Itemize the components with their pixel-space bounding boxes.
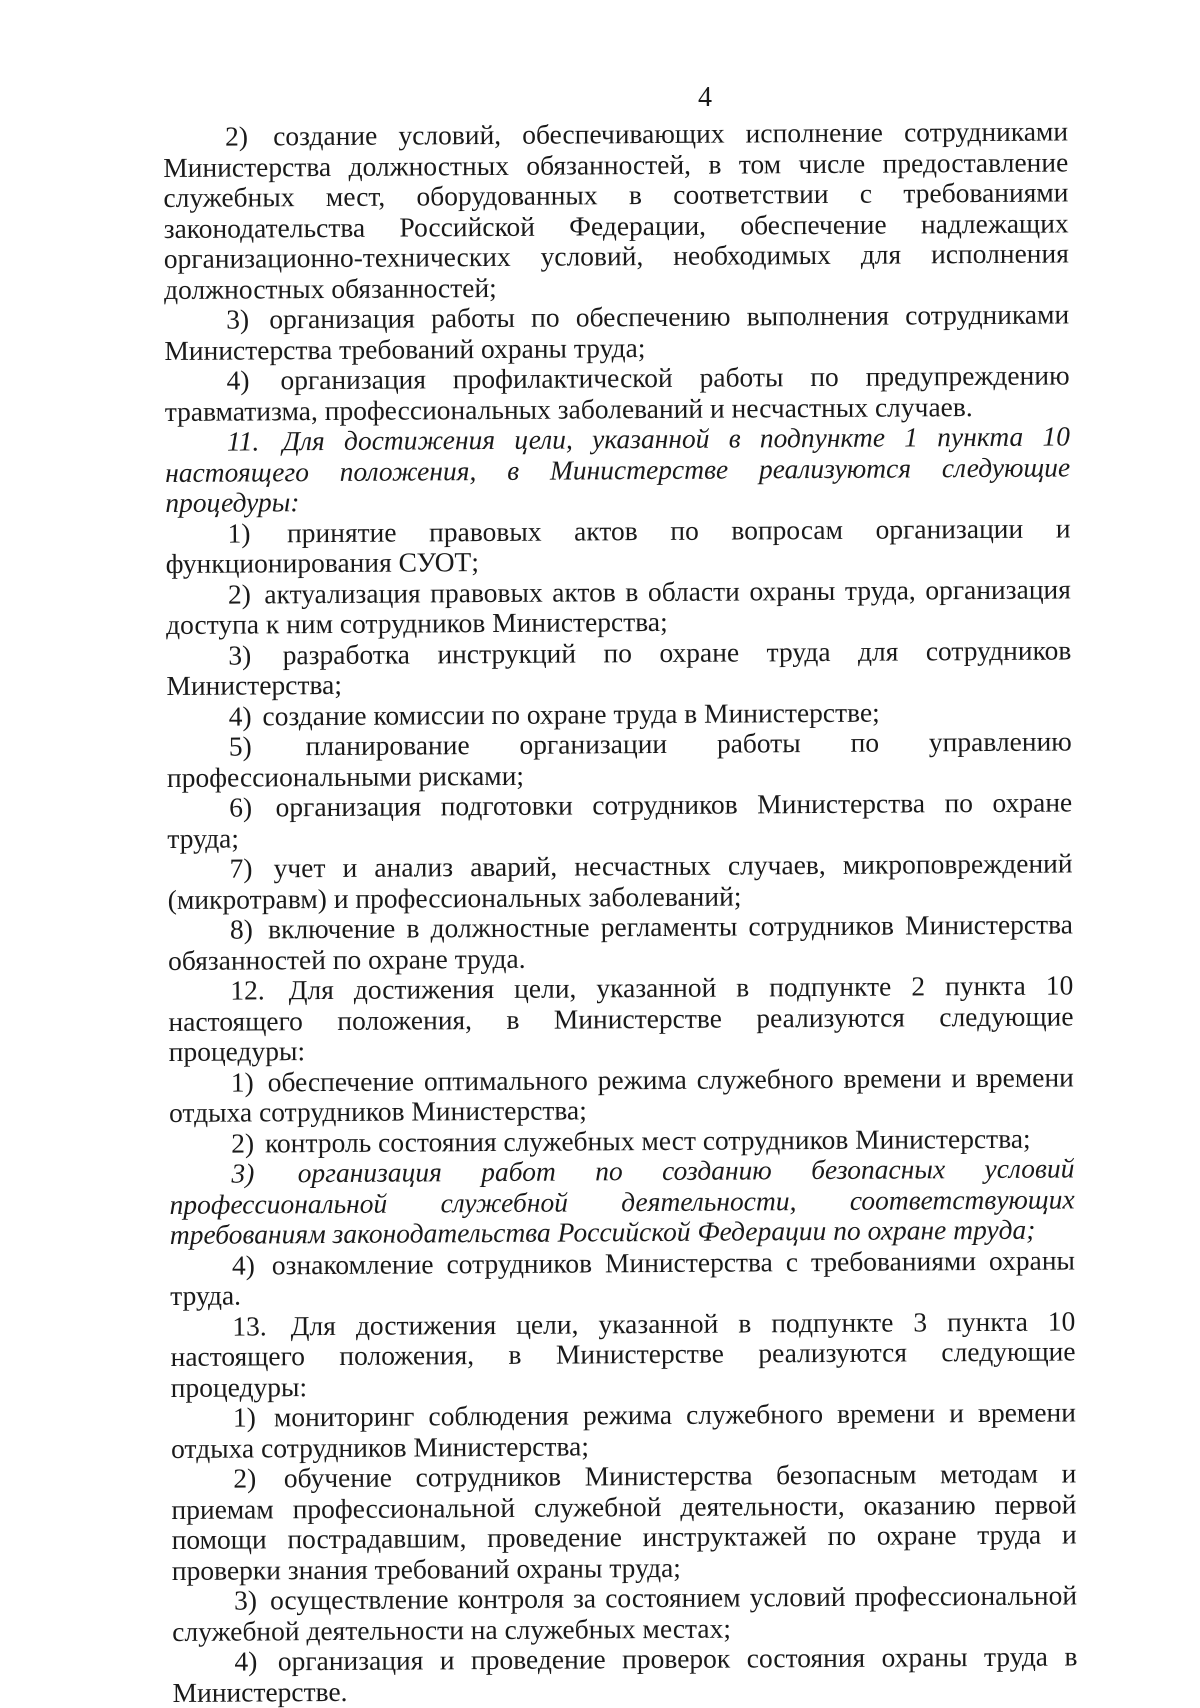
paragraph: [172, 1580, 1077, 1647]
clause-paragraph: [170, 1306, 1076, 1403]
item-number: 1): [230, 1065, 254, 1098]
paragraph-text: контроль состояния служебных мест сотрудников Министерства;: [264, 1122, 1031, 1158]
paragraph-text: Для достижения цели, указанной в подпункте 1 пункта 10 настоящего положения, в Министерстве реализуются следующие процедуры:: [165, 420, 1071, 518]
paragraph-text: обеспечение оптимального режима служебного времени и времени отдыха сотрудников Министерства;: [168, 1060, 1074, 1128]
clause-paragraph: [165, 421, 1071, 518]
paragraph: [170, 1245, 1075, 1312]
item-number: 1): [232, 1401, 256, 1433]
item-number: 4): [228, 699, 252, 732]
item-number: 5): [228, 730, 252, 762]
item-number: 7): [229, 852, 253, 884]
paragraph-text: учет и анализ аварий, несчастных случаев, микроповреждений (микротравм) и профессиональных заболеваний;: [167, 847, 1073, 915]
item-number: 4): [226, 364, 250, 396]
item-number: 3): [231, 1157, 255, 1189]
item-number: 4): [231, 1248, 255, 1281]
paragraph-text: принятие правовых актов по вопросам организации и функционирования СУОТ;: [165, 511, 1071, 579]
paragraph-text: планирование организации работы по управлению профессиональными рисками;: [166, 725, 1072, 793]
paragraph-text: создание условий, обеспечивающих исполнение сотрудниками Министерства должностных обязанностей, в том числе предоставление служебных мест, оборудованных в соответствии с требованиями законодательства Российской Федерации, обеспечение надлежащих организационно-технических условий, необходимых для исполнения должностных обязанностей;: [163, 115, 1069, 305]
clause-number: 11.: [226, 425, 260, 457]
paragraph-text: создание комиссии по охране труда в Министерстве;: [262, 696, 880, 731]
paragraph: [171, 1397, 1076, 1464]
page-number: 4: [698, 82, 712, 113]
paragraph: [169, 1062, 1074, 1129]
clause-number: 12.: [230, 974, 265, 1006]
paragraph-text: актуализация правовых актов в области охраны труда, организация доступа к ним сотрудников Министерства;: [165, 572, 1071, 640]
item-number: 6): [229, 791, 253, 823]
paragraph: [164, 299, 1069, 366]
paragraph: [167, 726, 1072, 793]
paragraph: [163, 116, 1069, 305]
paragraph-text: организация подготовки сотрудников Министерства по охране труда;: [167, 786, 1073, 854]
paragraph-text: разработка инструкций по охране труда для сотрудников Министерства;: [166, 633, 1072, 701]
paragraph: [169, 1153, 1075, 1250]
paragraph-text: организация работ по созданию безопасных условий профессиональной служебной деятельности, соответствующих требованиям законодательства Российской Федерации по охране труда;: [169, 1152, 1075, 1250]
paragraph: [171, 1458, 1077, 1586]
paragraph: [167, 787, 1072, 854]
paragraph-text: Для достижения цели, указанной в подпункте 3 пункта 10 настоящего положения, в Министерстве реализуются следующие процедуры:: [170, 1304, 1076, 1403]
item-number: 2): [233, 1462, 257, 1494]
item-number: 2): [231, 1126, 255, 1159]
paragraph: [168, 909, 1073, 976]
clause-number: 13.: [232, 1309, 267, 1342]
clause-paragraph: [168, 970, 1074, 1067]
paragraph: [172, 1641, 1077, 1708]
item-number: 2): [227, 577, 251, 610]
item-number: 3): [228, 638, 252, 671]
paragraph-text: ознакомление сотрудников Министерства с требованиями охраны труда.: [170, 1243, 1076, 1311]
paragraph-text: осуществление контроля за состоянием условий профессиональной служебной деятельности на служебных местах;: [172, 1579, 1078, 1647]
item-number: 2): [224, 120, 249, 152]
item-number: 3): [226, 303, 250, 335]
paragraph: [167, 848, 1072, 915]
item-number: 1): [227, 516, 251, 549]
paragraph-text: Для достижения цели, указанной в подпункте 2 пункта 10 настоящего положения, в Министерстве реализуются следующие процедуры:: [168, 969, 1074, 1067]
paragraph: [166, 635, 1071, 702]
item-number: 3): [233, 1584, 258, 1616]
paragraph-text: организация профилактической работы по предупреждению травматизма, профессиональных заболеваний и несчастных случаев.: [164, 359, 1070, 427]
item-number: 8): [229, 913, 253, 945]
paragraph-text: обучение сотрудников Министерства безопасным методам и приемам профессиональной служебной деятельности, оказанию первой помощи пострадавшим, проведение инструктажей по охране труда и проверки знания требований охраны труда;: [171, 1457, 1077, 1586]
paragraph-text: организация и проведение проверок состояния охраны труда в Министерстве.: [172, 1640, 1078, 1708]
paragraph-text: организация работы по обеспечению выполнения сотрудниками Министерства требований охраны труда;: [164, 298, 1070, 366]
document-body: [163, 116, 1078, 1707]
paragraph-text: мониторинг соблюдения режима служебного времени и времени отдыха сотрудников Министерства;: [171, 1396, 1077, 1464]
item-number: 4): [234, 1645, 258, 1677]
paragraph: [164, 360, 1069, 427]
paragraph: [166, 574, 1071, 641]
paragraph-text: включение в должностные регламенты сотрудников Министерства обязанностей по охране труда.: [168, 908, 1074, 976]
paragraph: [165, 513, 1070, 580]
